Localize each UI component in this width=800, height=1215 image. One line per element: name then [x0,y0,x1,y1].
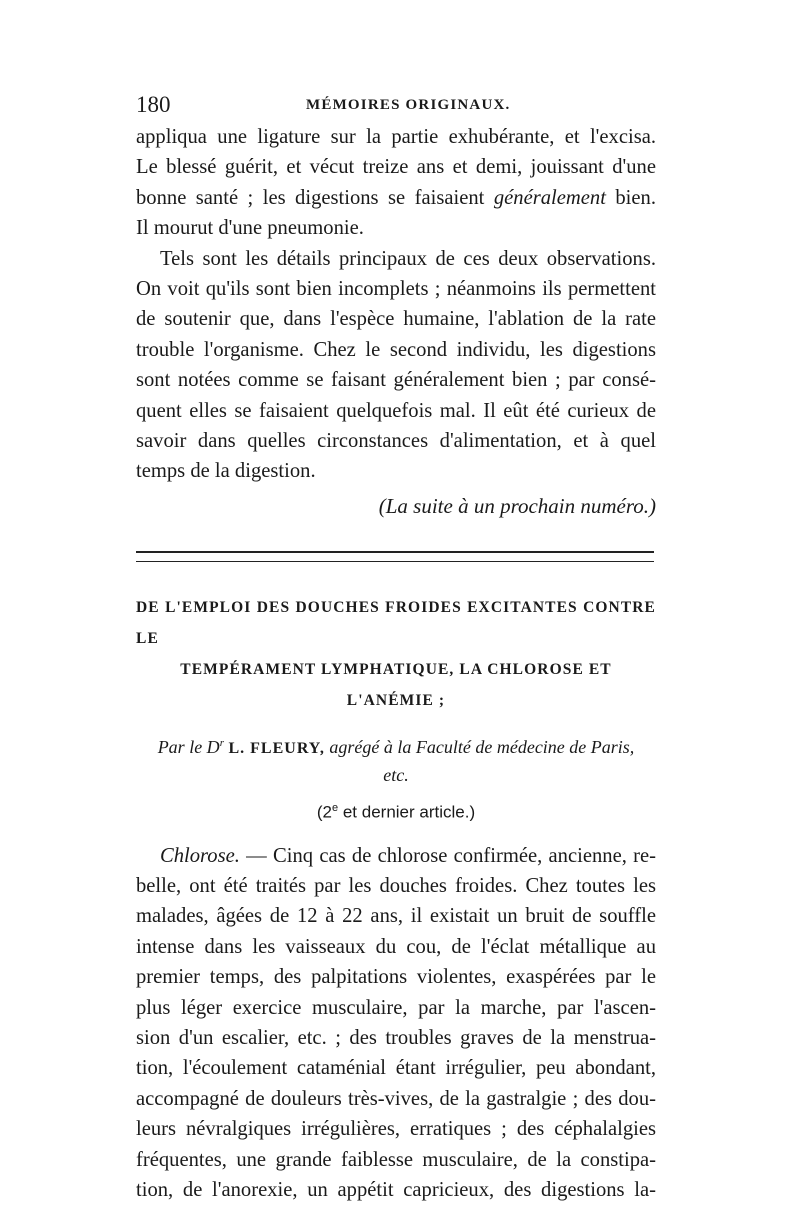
emphasized-word: généralement [493,186,606,209]
byline-sup: r [219,736,224,749]
text-line: fréquentes, une grande faiblesse musculaire, de la constipa- [136,1148,656,1171]
continuation-paragraph [136,122,656,244]
text-line-emphasis: bonne santé ; les digestions se faisaient généralement bien. [136,186,656,209]
article-title-line-1: DE L'EMPLOI DES DOUCHES FROIDES EXCITANTES CONTRE LE [136,598,656,647]
text-line: On voit qu'ils sont bien incomplets ; néanmoins ils permettent [136,278,656,301]
text-line: premier temps, des palpitations violentes, exaspérées par le [136,966,656,989]
text-line: quent elles se faisaient quelquefois mal. Il eût été curieux de [136,399,656,422]
byline-affiliation: agrégé à la Faculté de médecine de Paris, etc. [329,736,635,785]
page-number: 180 [136,92,171,117]
article-note-sup: e [332,801,339,814]
observations-paragraph [136,244,656,487]
text-line-rest: — Cinq cas de chlorose confirmée, ancienne, re- [239,844,656,867]
byline-prefix: Par le D [157,736,220,757]
continued-notice-text: (La suite à un prochain numéro.) [378,493,656,518]
text-line: leurs névralgiques irrégulières, erratiques ; des céphalalgies [136,1118,656,1141]
text-line [136,841,656,871]
text-line: de soutenir que, dans l'espèce humaine, l'ablation de la rate [136,308,656,331]
text-line: sont notées comme se faisant généralement bien ; par consé- [136,369,656,392]
chlorose-paragraph [136,841,656,1206]
text-line: tion, de l'anorexie, un appétit capricieux, des digestions la- [136,1179,656,1201]
running-title: MÉMOIRES ORIGINAUX. [306,97,511,113]
article-note-prefix: (2 [316,802,332,822]
article-title [136,592,656,716]
text-line: sion d'un escalier, etc. ; des troubles graves de la menstrua- [136,1026,656,1049]
book-page [136,92,656,1205]
text-line: savoir dans quelles circonstances d'alimentation, et à quel [136,430,656,453]
article-note-rest: et dernier article.) [338,802,476,822]
article-note [136,802,656,823]
byline [136,730,656,788]
section-lead-in: Chlorose. [160,844,240,867]
text-line: tion, l'écoulement cataménial étant irrégulier, peu abondant, [136,1057,656,1080]
text-line: accompagné de douleurs très-vives, de la gastralgie ; des dou- [136,1087,656,1110]
text-line: Le blessé guérit, et vécut treize ans et demi, jouissant d'une [136,156,656,179]
text-line: malades, âgées de 12 à 22 ans, il existait un bruit de souffle [136,905,656,928]
double-rule-divider [136,551,654,562]
author-name: L. FLEURY, [228,739,325,757]
page-header [136,92,656,122]
text-line: plus léger exercice musculaire, par la marche, par l'ascen- [136,996,656,1019]
text-line: Tels sont les détails principaux de ces deux observations. [160,247,656,270]
text-line: temps de la digestion. [136,460,316,483]
text-line: Il mourut d'une pneumonie. [136,217,364,240]
article-title-line-2: TEMPÉRAMENT LYMPHATIQUE, LA CHLOROSE ET L'ANÉMIE ; [180,660,612,709]
text-line: belle, ont été traités par les douches froides. Chez toutes les [136,874,656,897]
continued-notice [136,491,656,521]
text-line: appliqua une ligature sur la partie exhubérante, et l'excisa. [136,126,656,148]
text-line: intense dans les vaisseaux du cou, de l'éclat métallique au [136,935,656,958]
text-line: trouble l'organisme. Chez le second individu, les digestions [136,338,656,361]
